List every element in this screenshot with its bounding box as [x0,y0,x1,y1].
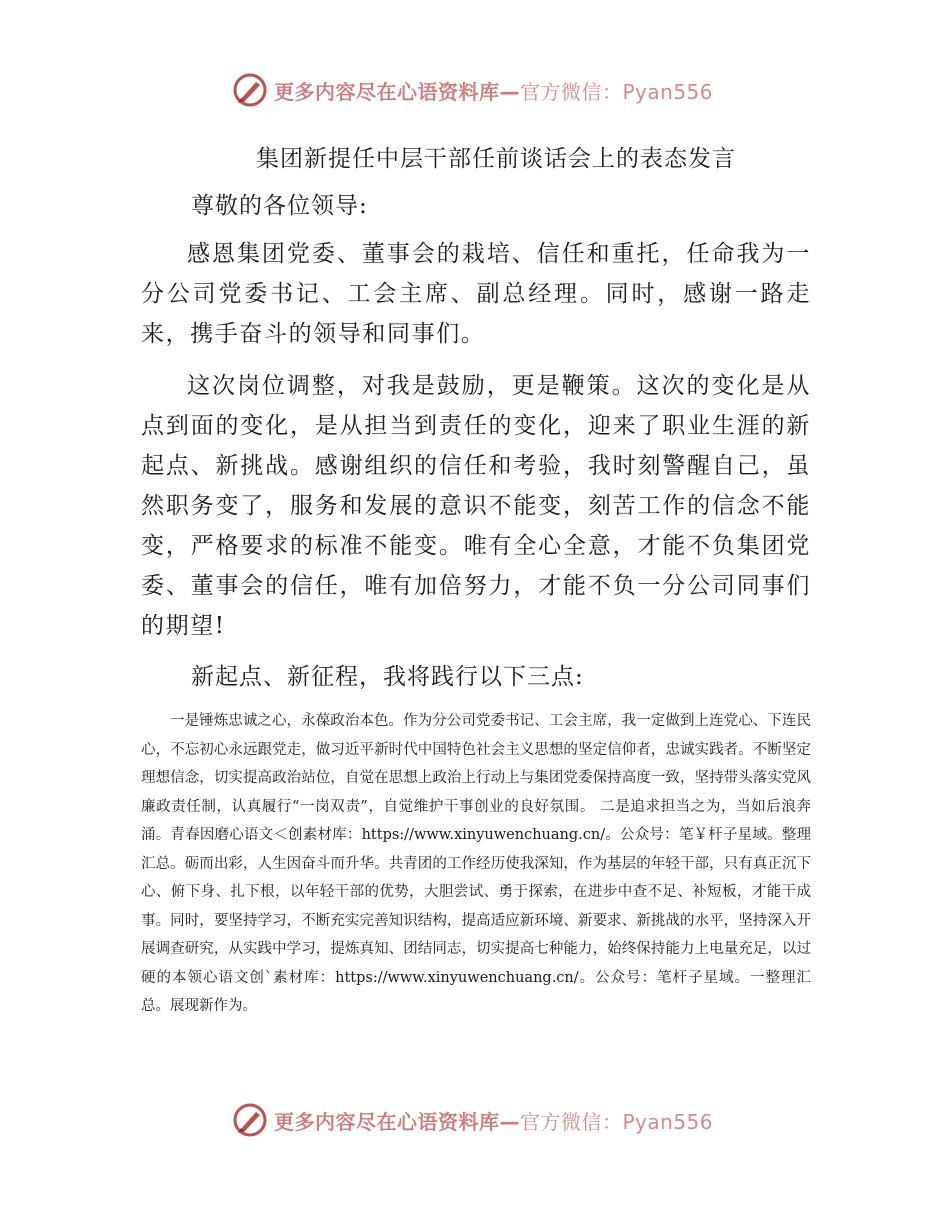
salutation: 尊敬的各位领导: [191,193,368,219]
footer-banner [232,1100,752,1140]
paragraph-gratitude: 感恩集团党委、董事会的栽培、信任和重托，任命我为一分公司党委书记、工会主席、副总经理。同时，感谢一路走来，携手奋斗的领导和同事们。 [141,241,811,347]
section-heading: 新起点、新征程，我将践行以下三点: [191,664,584,690]
paragraph-reflection: 这次岗位调整，对我是鼓励，更是鞭策。这次的变化是从点到面的变化，是从担当到责任的变化，迎来了职业生涯的新起点、新挑战。感谢组织的信任和考验，我时刻警醒自己，虽然职务变了，服务和发展的意识不能变，刻苦工作的信念不能变，严格要求的标准不能变。唯有全心全意，才能不负集团党委、董事会的信任，唯有加倍努力，才能不负一分公司同事们的期望! [141,373,811,639]
banner-text: 更多内容尽在心语资料库—官方微信：Pyan556 [274,79,714,104]
header-banner [232,70,752,110]
paragraph-detail: 一是锤炼忠诚之心，永葆政治本色。作为分公司党委书记、工会主席，我一定做到上连党心、下连民心，不忘初心永远跟党走，做习近平新时代中国特色社会主义思想的坚定信仰者，忠诚实践者。不断坚定理想信念，切实提高政治站位，自觉在思想上政治上行动上与集团党委保持高度一致，坚持带头落实党风廉政责任制，认真履行“一岗双责”，自觉维护干事创业的良好氛围。 二是追求担当之为，当如后浪奔涌。青春因磨心语文＜创素材库：https://www.xinyuwenchuang.cn/。公众号：笔￥杆子星域。整理汇总。砺而出彩，人生因奋斗而升华。共青团的工作经历使我深知，作为基层的年轻干部，只有真正沉下心、俯下身、扎下根，以年轻干部的优势，大胆尝试、勇于探索，在进步中查不足、补短板，才能干成事。同时，要坚持学习，不断充实完善知识结构，提高适应新环境、新要求、新挑战的水平，坚持深入开展调查研究，从实践中学习，提炼真知、团结同志，切实提高七种能力，始终保持能力上电量充足，以过硬的本领心语文创`素材库：https://www.xinyuwenchuang.cn/。公众号：笔杆子星域。一整理汇总。展现新作为。 [141,713,811,1014]
document-body [141,140,811,1021]
pen-logo-icon [232,1102,268,1138]
document-title: 集团新提任中层干部任前谈话会上的表态发言 [256,146,736,172]
pen-logo-icon [232,72,268,108]
banner-text: 更多内容尽在心语资料库—官方微信：Pyan556 [274,1109,714,1134]
